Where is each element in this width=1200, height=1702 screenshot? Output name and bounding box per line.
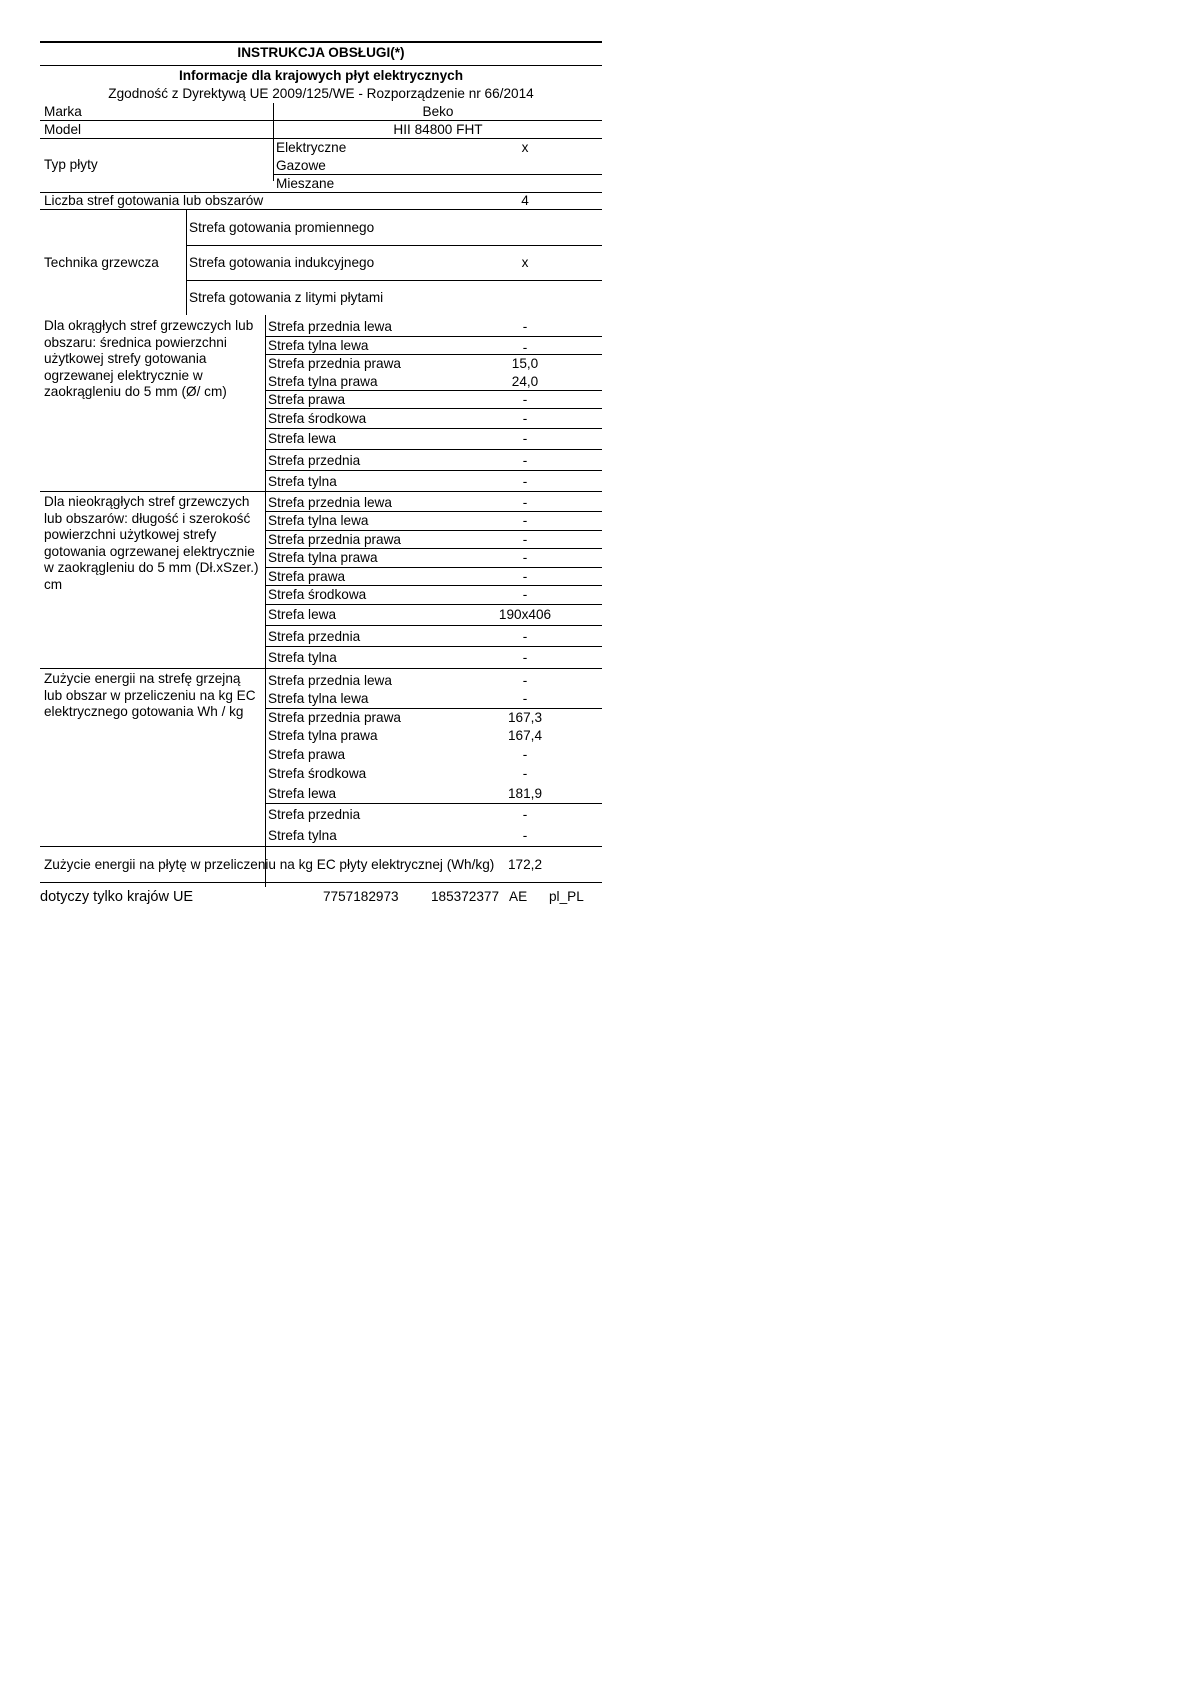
zone-label: Strefa tylna prawa [268, 728, 378, 743]
zone-label: Strefa przednia prawa [268, 356, 401, 371]
divider [273, 103, 274, 181]
divider [266, 336, 602, 337]
zone-label: Strefa tylna prawa [268, 550, 378, 565]
divider [266, 548, 602, 549]
zone-label: Strefa przednia [268, 453, 361, 468]
divider [266, 604, 602, 605]
zone-label: Strefa tylna prawa [268, 374, 378, 389]
divider [187, 280, 602, 281]
zone-label: Strefa środkowa [268, 411, 367, 426]
hob-type-option: Mieszane [276, 176, 335, 191]
footer-code: AE [509, 889, 528, 904]
zone-value: - [522, 587, 528, 602]
zone-value: - [522, 629, 528, 644]
brand-value: Beko [422, 104, 454, 119]
compliance-note: Zgodność z Dyrektywą UE 2009/125/WE - Rozporządzenie nr 66/2014 [108, 86, 534, 101]
model-label: Model [44, 122, 82, 137]
zone-value: 15,0 [511, 356, 539, 371]
divider [40, 491, 602, 492]
heating-tech-option: Strefa gotowania promiennego [189, 220, 375, 235]
zone-label: Strefa lewa [268, 607, 337, 622]
zone-value: - [522, 340, 528, 355]
zone-value: - [522, 474, 528, 489]
zone-value: - [522, 532, 528, 547]
zone-label: Strefa przednia lewa [268, 319, 392, 334]
zone-value: - [522, 453, 528, 468]
energy-total-value: 172,2 [507, 857, 543, 872]
zone-label: Strefa przednia [268, 807, 361, 822]
zone-value: - [522, 828, 528, 843]
zone-label: Strefa tylna [268, 828, 337, 843]
zone-label: Strefa tylna [268, 650, 337, 665]
footer-locale: pl_PL [549, 889, 584, 904]
zone-value: 167,4 [507, 728, 543, 743]
energy-total-label: Zużycie energii na płytę w przeliczeniu na kg EC płyty elektrycznej (Wh/kg) [44, 857, 495, 872]
zone-label: Strefa lewa [268, 786, 337, 801]
zone-value: - [522, 550, 528, 565]
zone-label: Strefa przednia lewa [268, 673, 392, 688]
zone-label: Strefa środkowa [268, 766, 367, 781]
hob-type-value: x [521, 140, 529, 155]
round-zones-label: Dla okrągłych stref grzewczych lub obszaru: średnica powierzchni użytkowej strefy gotowania ogrzewanej elektrycznie w zaokrągleniu do 5 mm (Ø/ cm) [44, 318, 254, 399]
zone-value: - [522, 495, 528, 510]
zone-label: Strefa prawa [268, 569, 346, 584]
zone-value: 24,0 [511, 374, 539, 389]
model-value: HII 84800 FHT [393, 122, 483, 137]
zone-value: 190x406 [498, 607, 552, 622]
zone-value: - [522, 319, 528, 334]
divider [40, 668, 602, 669]
hob-type-option: Gazowe [276, 158, 326, 173]
divider [266, 390, 602, 391]
divider [266, 449, 602, 450]
zone-value: - [522, 807, 528, 822]
zone-label: Strefa przednia prawa [268, 532, 401, 547]
divider [40, 209, 602, 210]
divider [266, 803, 602, 804]
zone-value: - [522, 691, 528, 706]
divider [40, 882, 602, 883]
divider [266, 708, 602, 709]
divider [266, 408, 602, 409]
zone-label: Strefa przednia prawa [268, 710, 401, 725]
zones-count-label: Liczba stref gotowania lub obszarów [44, 193, 264, 208]
zone-value: - [522, 650, 528, 665]
zone-label: Strefa przednia [268, 629, 361, 644]
hob-type-option: Elektryczne [276, 140, 347, 155]
zone-value: - [522, 431, 528, 446]
divider [266, 511, 602, 512]
zone-label: Strefa tylna lewa [268, 691, 369, 706]
divider [266, 646, 602, 647]
divider [187, 245, 602, 246]
divider [266, 625, 602, 626]
zone-value: 181,9 [507, 786, 543, 801]
page-subtitle: Informacje dla krajowych płyt elektrycznych [178, 68, 464, 83]
zone-value: - [522, 569, 528, 584]
heating-tech-value: x [521, 255, 529, 270]
divider [40, 120, 602, 121]
divider [266, 428, 602, 429]
zone-value: 167,3 [507, 710, 543, 725]
divider [266, 530, 602, 531]
footer-code: 7757182973 [323, 889, 399, 904]
zone-label: Strefa lewa [268, 431, 337, 446]
divider [266, 585, 602, 586]
divider [186, 209, 187, 315]
zone-label: Strefa tylna lewa [268, 513, 369, 528]
zone-label: Strefa tylna lewa [268, 338, 369, 353]
zone-label: Strefa tylna [268, 474, 337, 489]
brand-label: Marka [44, 104, 82, 119]
heating-tech-option: Strefa gotowania z litymi płytami [189, 290, 384, 305]
hob-type-label: Typ płyty [44, 157, 98, 172]
divider [266, 470, 602, 471]
divider [40, 138, 602, 139]
zone-value: - [522, 747, 528, 762]
zone-value: - [522, 411, 528, 426]
page-title: INSTRUKCJA OBSŁUGI(*) [237, 45, 405, 60]
zone-label: Strefa prawa [268, 747, 346, 762]
divider [265, 315, 266, 887]
zone-value: - [522, 673, 528, 688]
zone-label: Strefa przednia lewa [268, 495, 392, 510]
zone-label: Strefa prawa [268, 392, 346, 407]
energy-zones-label: Zużycie energii na strefę grzejną lub obszar w przeliczeniu na kg EC elektrycznego gotowania Wh / kg [44, 671, 256, 719]
nonround-zones-label: Dla nieokrągłych stref grzewczych lub obszarów: długość i szerokość powierzchni użytkowej strefy gotowania ogrzewanej elektrycznie w zaokrągleniu do 5 mm (Dł.xSzer.) cm [44, 494, 259, 592]
divider [40, 65, 602, 66]
footer-note: dotyczy tylko krajów UE [40, 889, 194, 905]
divider [40, 846, 602, 847]
divider [40, 41, 602, 43]
zone-value: - [522, 766, 528, 781]
footer-code: 185372377 [431, 889, 500, 904]
divider [266, 354, 602, 355]
divider [266, 567, 602, 568]
heating-tech-option: Strefa gotowania indukcyjnego [189, 255, 375, 270]
zone-value: - [522, 513, 528, 528]
zones-count-value: 4 [521, 193, 529, 208]
zone-label: Strefa środkowa [268, 587, 367, 602]
divider [274, 174, 602, 175]
zone-value: - [522, 392, 528, 407]
heating-tech-label: Technika grzewcza [44, 255, 159, 270]
